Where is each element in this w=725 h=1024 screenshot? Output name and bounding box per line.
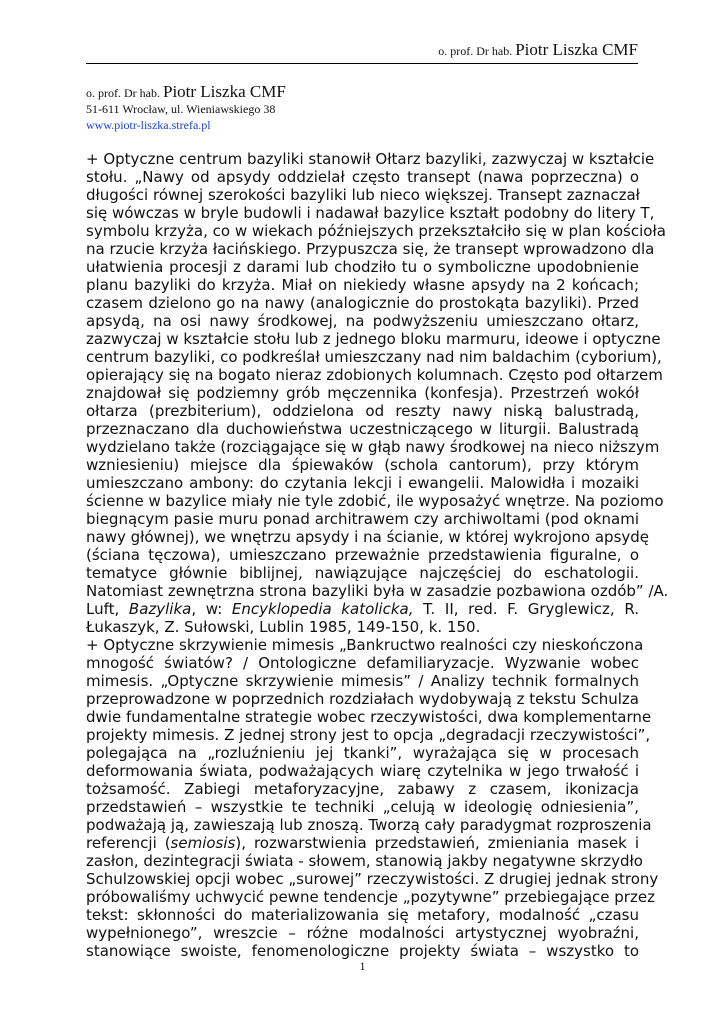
page-number: 1 <box>359 959 366 973</box>
text-line: ścienne w bazylice miały nie tyle zdobić, ile wyposażyć wnętrze. Na poziomo <box>86 492 664 510</box>
text-line: się wówczas w bryle budowli i nadawał bazylice kształt podobny do litery T, <box>86 204 655 222</box>
author-address: 51-611 Wrocław, ul. Wieniawskiego 38 <box>86 102 276 116</box>
text-line: planu bazyliki do krzyża. Miał on niekiedy własne apsydy na 2 końcach; <box>86 276 639 294</box>
text-line: + Optyczne centrum bazyliki stanowił Ołtarz bazyliki, zazwyczaj w kształcie <box>86 150 655 168</box>
text-line: przeprowadzone w poprzednich rozdziałach wydobywają z tekstu Schulza <box>86 690 639 708</box>
text-line: Natomiast zewnętrzna strona bazyliki była w zasadzie pozbawiona ozdób” /A. <box>86 582 669 600</box>
text-line: nawy głównej), we wnętrzu apsydy i na ścianie, w której wykrojono apsydę <box>86 528 650 546</box>
text-line: wydzielano także (rozciągające się w głąb nawy środkowej na nieco niższym <box>86 438 660 456</box>
author-website-link[interactable]: www.piotr-liszka.strefa.pl <box>86 118 211 132</box>
text-line: podważają ją, zawieszają lub znoszą. Tworzą cały paradygmat rozproszenia <box>86 816 652 834</box>
header-author-name: Piotr Liszka CMF <box>515 40 638 59</box>
text-line: zazwyczaj w kształcie stołu lub z jednego bloku marmuru, ideowe i optyczne <box>86 330 661 348</box>
text-line: referencji (semiosis), rozwarstwienia przedstawień, zmieniania masek i <box>86 834 639 852</box>
text-line: długości równej szerokości bazyliki lub nieco większej. Transept zaznaczał <box>86 186 640 204</box>
text-line: stołu. „Nawy od apsydy oddzielał często transept (nawa poprzeczna) o <box>86 168 639 186</box>
author-name: Piotr Liszka CMF <box>162 82 286 101</box>
text-line: projekty mimesis. Z jednej strony jest to opcja „degradacji rzeczywistości”, <box>86 726 651 744</box>
text-line: mimesis. „Optyczne skrzywienie mimesis” / Analizy technik formalnych <box>86 672 639 690</box>
text-line: wypełnionego”, wreszcie – różne modalności artystycznej wyobraźni, <box>86 924 639 942</box>
text-line: deformowania świata, podważających wiarę czytelnika w jego trwałość i <box>86 762 639 780</box>
text-line: próbowaliśmy uchwycić pewne tendencje „pozytywne” przebiegające przez <box>86 888 655 906</box>
running-header <box>86 40 638 61</box>
text-line: stanowiące swoiste, fenomenologiczne projekty świata – wszystko to <box>86 942 639 960</box>
text-line: ołtarza (prezbiterium), oddzielona od reszty nawy niską balustradą, <box>86 402 639 420</box>
text-line: na rzucie krzyża łacińskiego. Przypuszcza się, że transept wprowadzono dla <box>86 240 655 258</box>
text-line: przedstawień – wszystkie te techniki „celują w ideologię odniesienia”, <box>86 798 639 816</box>
text-line: zasłon, dezintegracji świata - słowem, stanowią jakby negatywne skrzydło <box>86 852 643 870</box>
author-prefix: o. prof. Dr hab. <box>86 86 163 100</box>
text-line: tematyce głównie biblijnej, nawiązujące najczęściej do eschatologii. <box>86 564 639 582</box>
text-line: przeznaczano dla duchowieństwa uczestniczącego w liturgii. Balustradą <box>86 420 639 438</box>
text-line: polegająca na „rozluźnieniu jej tkanki”, wyrażająca się w procesach <box>86 744 639 762</box>
text-line: symbolu krzyża, co w wiekach późniejszych przekształciło się w plan kościoła <box>86 222 666 240</box>
text-line: Łukaszyk, Z. Sułowski, Lublin 1985, 149-150, k. 150. <box>86 618 481 636</box>
text-line: opierający się na bogato nieraz zdobionych kolumnach. Często pod ołtarzem <box>86 366 663 384</box>
text-line: wzniesieniu) miejsce dla śpiewaków (schola cantorum), przy którym <box>86 456 639 474</box>
text-line: centrum bazyliki, co podkreślał umieszczany nad nim baldachim (cyborium), <box>86 348 662 366</box>
text-line: biegnącym pasie muru ponad architrawem czy archiwoltami (pod oknami <box>86 510 639 528</box>
header-prefix: o. prof. Dr hab. <box>438 44 516 58</box>
text-line: czasem dzielono go na nawy (analogicznie do prostokąta bazyliki). Przed <box>86 294 639 312</box>
author-line <box>86 84 286 101</box>
text-line: tożsamość. Zabiegi metaforyzacyjne, zabawy z czasem, ikonizacja <box>86 780 639 798</box>
text-line: Luft, Bazylika, w: Encyklopedia katolicka, T. II, red. F. Gryglewicz, R. <box>86 600 639 618</box>
header-rule <box>86 63 638 64</box>
text-line: znajdował się podziemny grób męczennika (konfesja). Przestrzeń wokół <box>86 384 639 402</box>
author-block <box>86 84 286 133</box>
text-line: Schulzowskiej opcji wobec „surowej” rzeczywistości. Z drugiej jednak strony <box>86 870 659 888</box>
text-line: dwie fundamentalne strategie wobec rzeczywistości, dwa komplementarne <box>86 708 652 726</box>
text-line: + Optyczne skrzywienie mimesis „Bankructwo realności czy nieskończona <box>86 636 644 654</box>
text-line: (ściana tęczowa), umieszczano przeważnie przedstawienia figuralne, o <box>86 546 639 564</box>
text-line: apsydą, na osi nawy środkowej, na podwyższeniu umieszczano ołtarz, <box>86 312 639 330</box>
text-line: tekst: skłonności do materializowania się metafory, modalność „czasu <box>86 906 639 924</box>
body-text <box>86 150 669 960</box>
text-line: ułatwienia procesji z darami lub chodziło tu o symboliczne upodobnienie <box>86 258 639 276</box>
text-line: mnogość światów? / Ontologiczne defamiliaryzacje. Wyzwanie wobec <box>86 654 639 672</box>
text-line: umieszczano ambony: do czytania lekcji i ewangelii. Malowidła i mozaiki <box>86 474 639 492</box>
